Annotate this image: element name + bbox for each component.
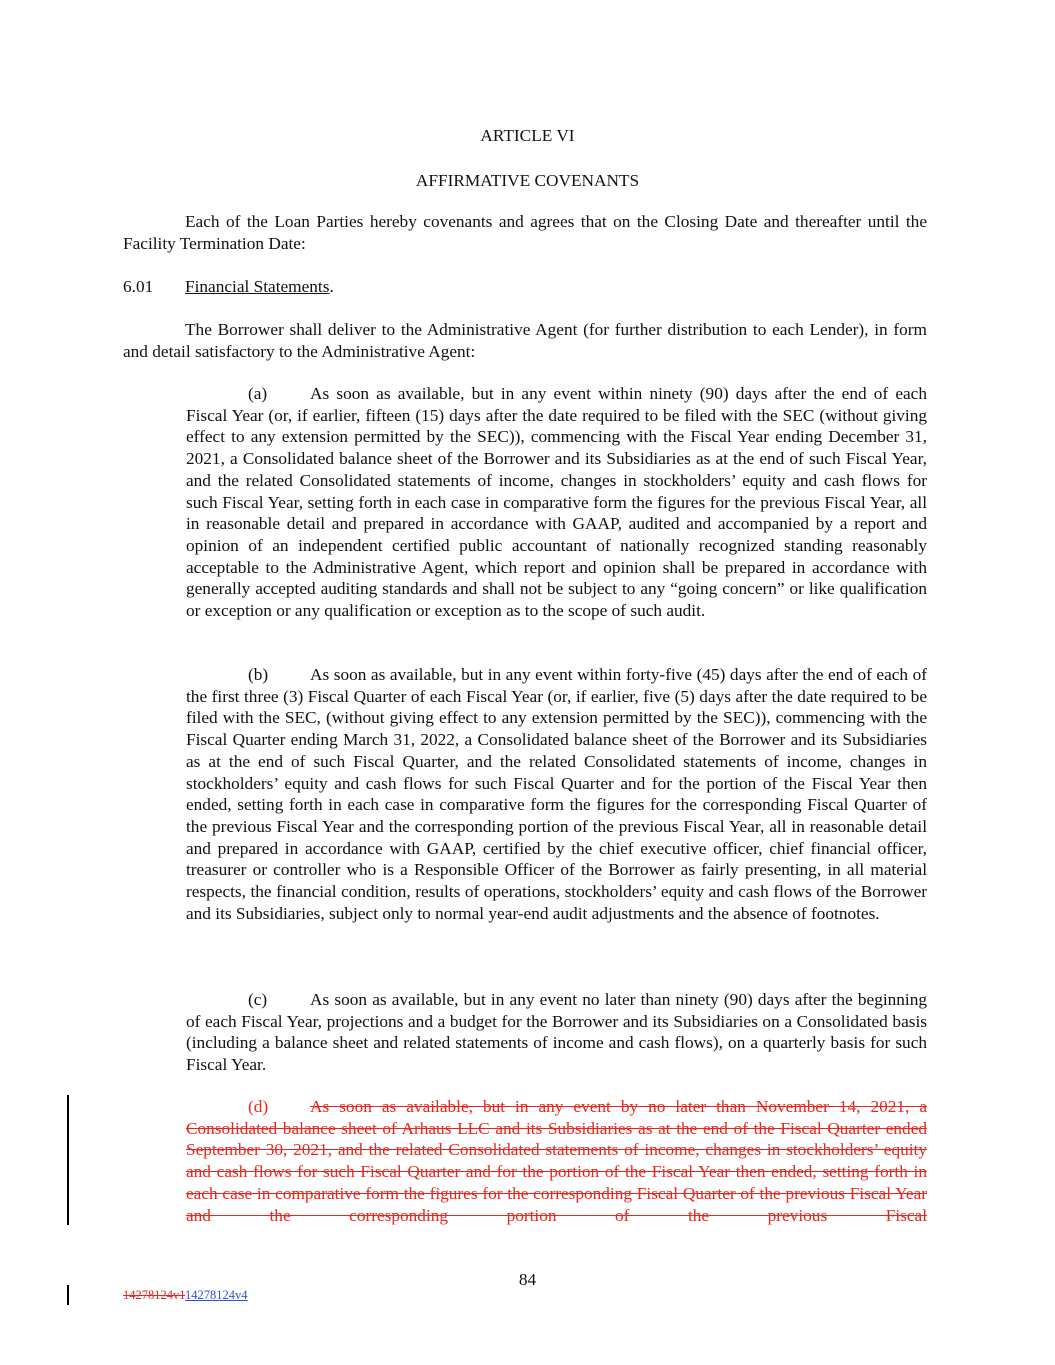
clause-c-label: (c) xyxy=(248,990,268,1009)
page-number: 84 xyxy=(518,1270,537,1289)
clause-b xyxy=(186,664,927,924)
section-number: 6.01 xyxy=(123,277,154,296)
clause-a-text: As soon as available, but in any event within ninety (90) days after the end of each Fiscal Year (or, if earlier, fifteen (15) days after the date required to be filed with the SEC (without giving effect to any extension permitted by the SEC)), commencing with the Fiscal Year ending December 31, 2021, a Consolidated balance sheet of the Borrower and its Subsidiaries as at the end of such Fiscal Year, and the related Consolidated statements of income, changes in stockholders’ equity and cash flows for such Fiscal Year, setting forth in each case in comparative form the figures for the previous Fiscal Year, all in reasonable detail and prepared in accordance with GAAP, audited and accompanied by a report and opinion of an independent certified public accountant of nationally recognized standing reasonably acceptable to the Administrative Agent, which report and opinion shall be prepared in accordance with generally accepted auditing standards and shall not be subject to any “going concern” or like qualification or exception or any qualification or exception as to the scope of such audit. xyxy=(186,384,927,621)
clause-c xyxy=(186,989,927,1076)
footer-old-doc-id: 14278124v1 xyxy=(123,1288,186,1302)
clause-b-label: (b) xyxy=(248,665,269,684)
clause-d-deleted xyxy=(186,1096,927,1226)
clause-b-text: As soon as available, but in any event within forty-five (45) days after the end of each of the first three (3) Fiscal Quarter of each Fiscal Year (or, if earlier, five (5) days after the date required to be filed with the SEC, (without giving effect to any extension permitted by the SEC)), commencing with the Fiscal Quarter ending March 31, 2022, a Consolidated balance sheet of the Borrower and its Subsidiaries as at the end of such Fiscal Quarter, and the related Consolidated statements of income, changes in stockholders’ equity and cash flows for such Fiscal Quarter and for the portion of the Fiscal Year then ended, setting forth in each case in comparative form the figures for the corresponding Fiscal Quarter of the previous Fiscal Year and the corresponding portion of the previous Fiscal Year, all in reasonable detail and prepared in accordance with GAAP, certified by the chief executive officer, chief financial officer, treasurer or controller who is a Responsible Officer of the Borrower as fairly presenting, in all material respects, the financial condition, results of operations, stockholders’ equity and cash flows of the Borrower and its Subsidiaries, subject only to normal year-end audit adjustments and the absence of footnotes. xyxy=(186,665,927,923)
intro-text: Each of the Loan Parties hereby covenants and agrees that on the Closing Date and thereafter until the Facility Termination Date: xyxy=(123,212,927,253)
clause-d-label: (d) xyxy=(248,1097,269,1116)
section-lead-text: The Borrower shall deliver to the Administrative Agent (for further distribution to each Lender), in form and detail satisfactory to the Administrative Agent: xyxy=(123,320,927,361)
section-title-suffix: . xyxy=(329,277,334,296)
article-title: AFFIRMATIVE COVENANTS xyxy=(415,171,640,190)
clause-c-text: As soon as available, but in any event no later than ninety (90) days after the beginning of each Fiscal Year, projections and a budget for the Borrower and its Subsidiaries on a Consolidated basis (including a balance sheet and related statements of income and cash flows), on a quarterly basis for such Fiscal Year. xyxy=(186,990,927,1075)
change-bar xyxy=(67,1095,69,1225)
clause-a-label: (a) xyxy=(248,384,268,403)
section-title: Financial Statements xyxy=(185,277,330,296)
section-lead-paragraph xyxy=(123,319,927,362)
clause-d-text: As soon as available, but in any event by no later than November 14, 2021, a Consolidated balance sheet of Arhaus LLC and its Subsidiaries as at the end of the Fiscal Quarter ended September 30, 2021, and the related Consolidated statements of income, changes in stockholders’ equity and cash flows for such Fiscal Quarter and for the portion of the Fiscal Year then ended, setting forth in each case in comparative form the figures for the corresponding Fiscal Quarter of the previous Fiscal Year and the corresponding portion of the previous Fiscal xyxy=(186,1097,927,1225)
footer-change-bar xyxy=(67,1285,69,1305)
section-heading xyxy=(123,276,927,298)
footer-new-doc-id: 14278124v4 xyxy=(185,1288,248,1302)
article-number: ARTICLE VI xyxy=(480,126,575,145)
footer-doc-id xyxy=(123,1288,248,1302)
clause-a xyxy=(186,383,927,622)
intro-paragraph xyxy=(123,211,927,254)
